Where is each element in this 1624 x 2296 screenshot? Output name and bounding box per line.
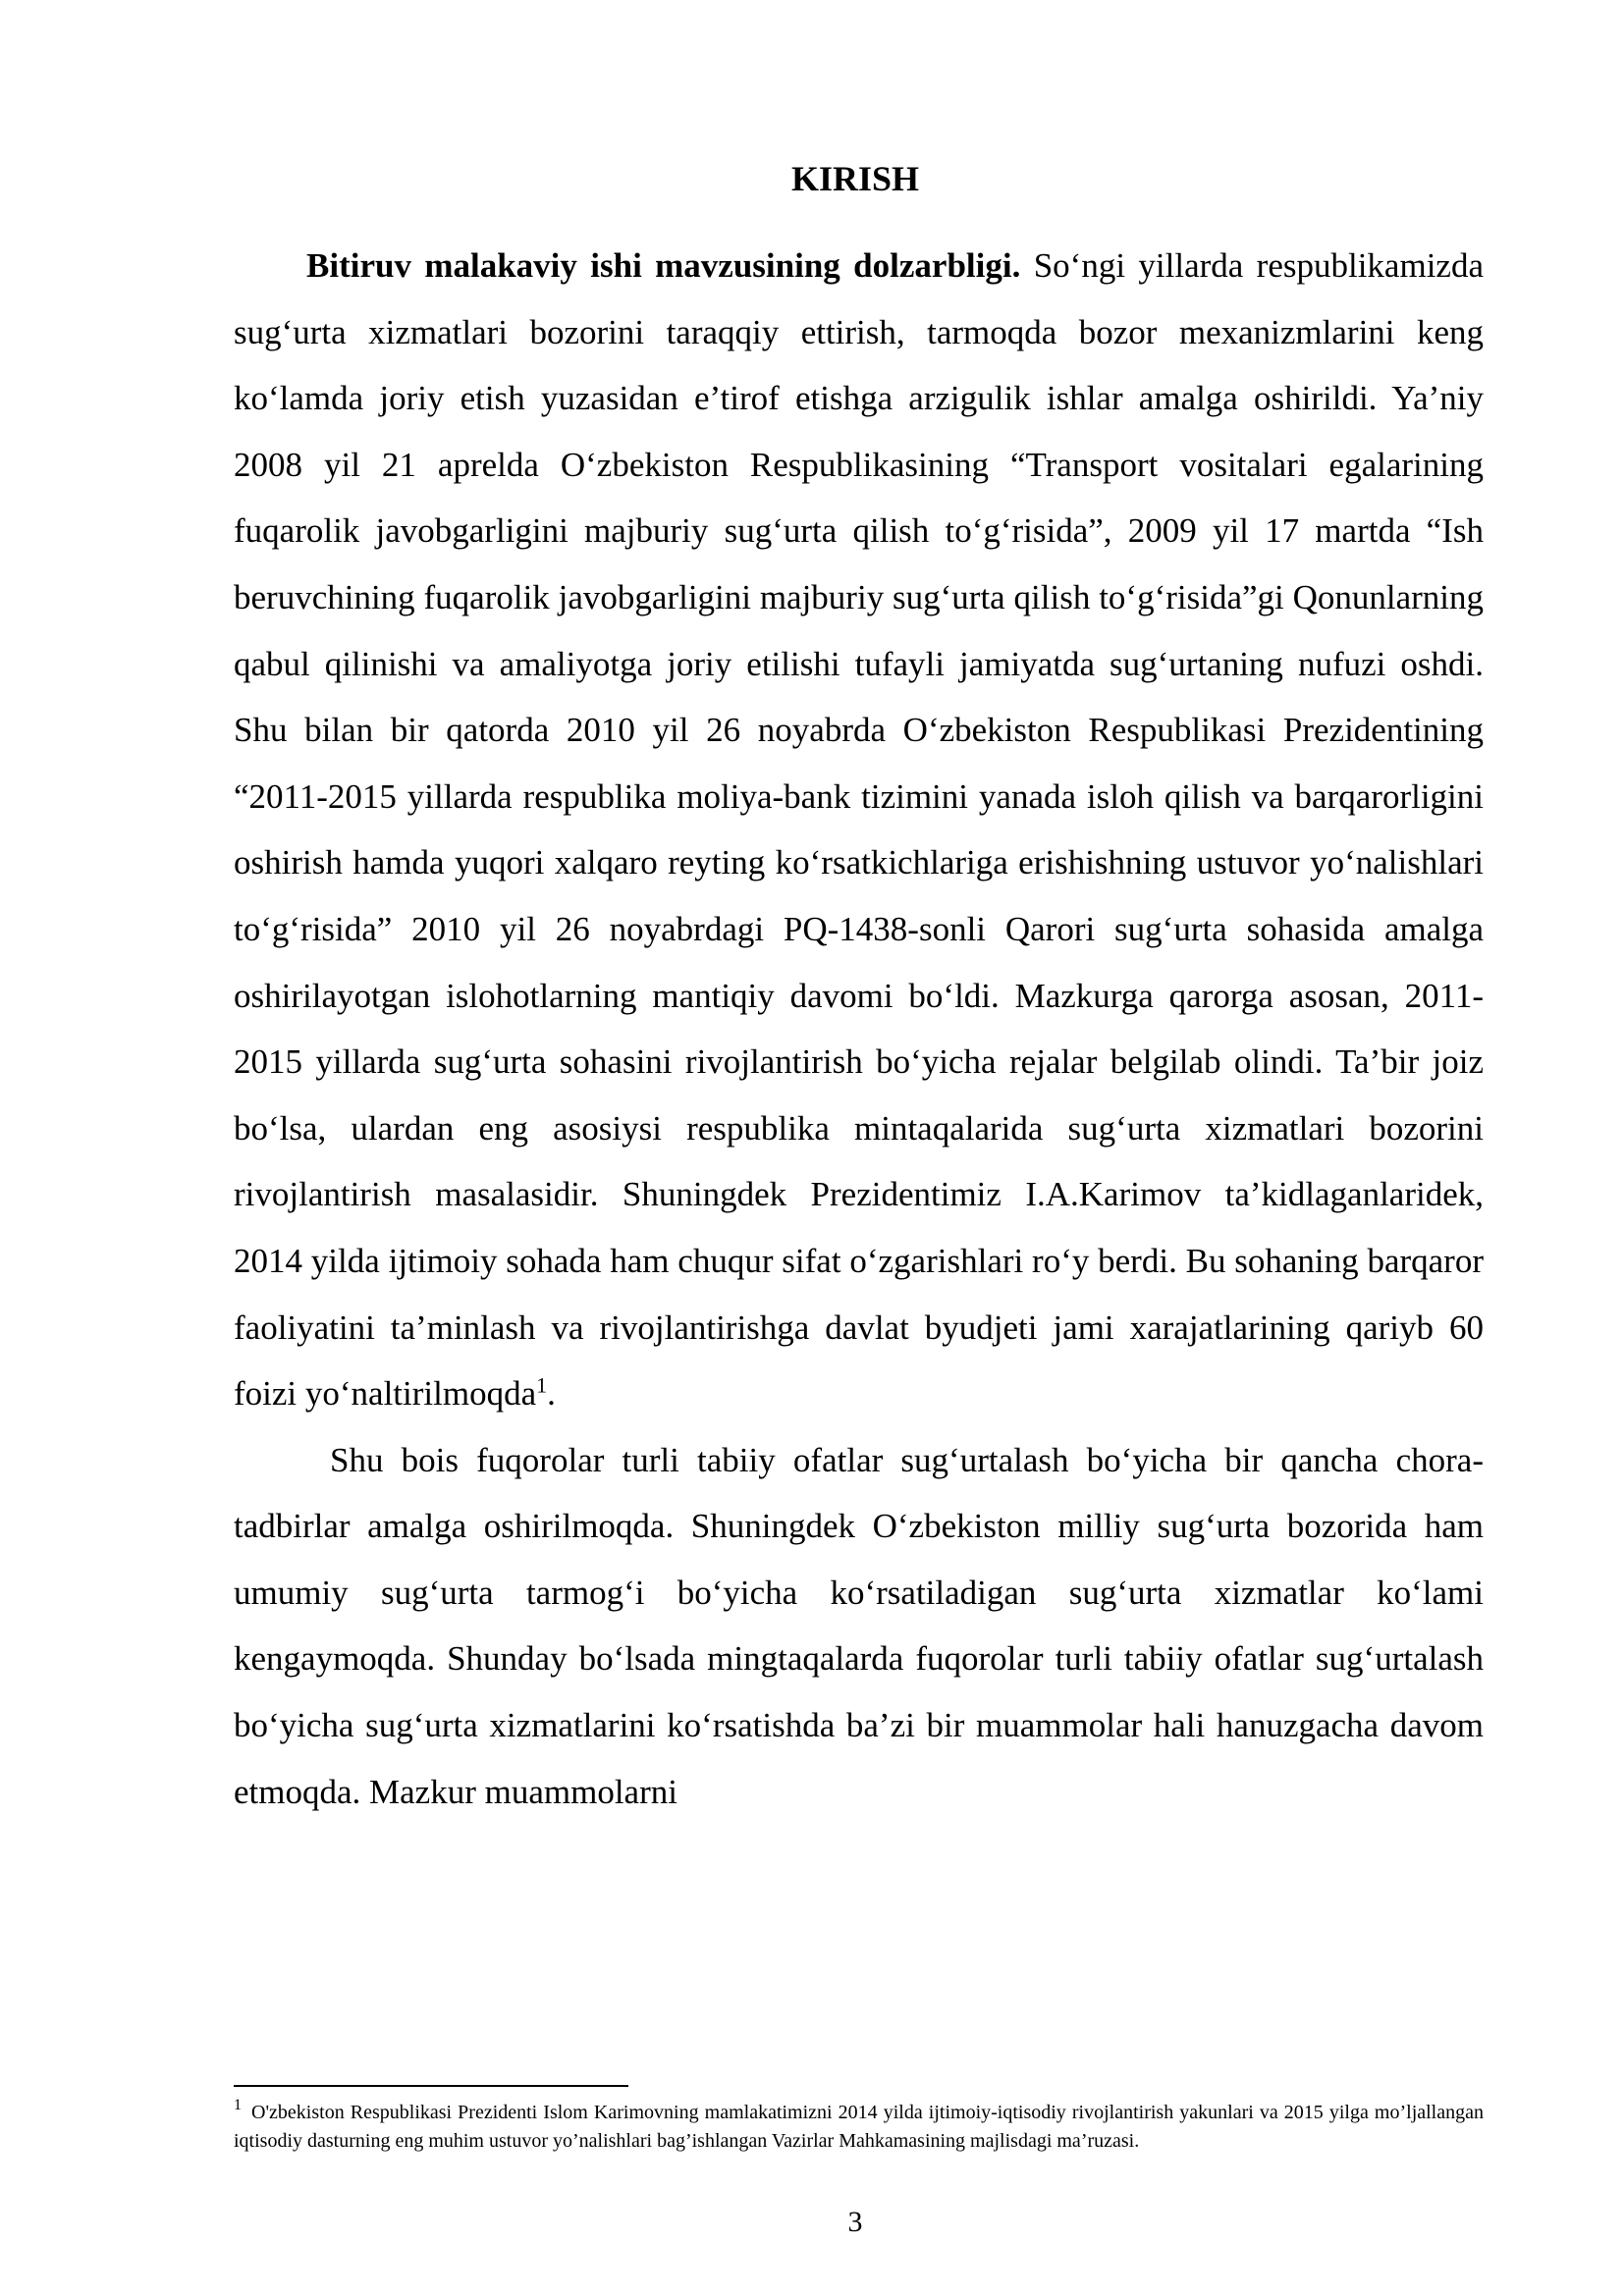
footnote [234, 2099, 1484, 2156]
footnote-text: O'zbekiston Respublikasi Prezidenti Islom Karimovning mamlakatimizni 2014 yilda ijtimoiy-iqtisodiy rivojlantirish yakunlari va 2015 yilga mo’ljallangan iqtisodiy dasturning eng muhim ustuvor yo’nalishlari bag’ishlangan Vazirlar Mahkamasining majlisdagi ma’ruzasi. [234, 2102, 1484, 2152]
body-text [234, 233, 1484, 1825]
paragraph-lead: Bitiruv malakaviy ishi mavzusining dolzarbligi. [306, 246, 1021, 285]
footnote-mark: 1 [234, 2097, 242, 2113]
page-number: 3 [847, 2206, 863, 2238]
footnote-separator [234, 2085, 628, 2087]
paragraph-text: So‘ngi yillarda respublikamizda sug‘urta xizmatlari bozorini taraqqiy ettirish, tarmoqda bozor mexanizmlarini keng ko‘lamda joriy etish yuzasidan e’tirof etishga arzigulik ishlar amalga oshirildi. Ya’niy 2008 yil 21 aprelda O‘zbekiston Respublikasining “Transport vositalari egalarining fuqarolik javobgarligini majburiy sug‘urta qilish to‘g‘risida”, 2009 yil 17 martda “Ish beruvchining fuqarolik javobgarligini majburiy sug‘urta qilish to‘g‘risida”gi Qonunlarning qabul qilinishi va amaliyotga joriy etilishi tufayli jamiyatda sug‘urtaning nufuzi oshdi. Shu bilan bir qatorda 2010 yil 26 noyabrda O‘zbekiston Respublikasi Prezidentining “2011-2015 yillarda respublika moliya-bank tizimini yanada isloh qilish va barqarorligini oshirish hamda yuqori xalqaro reyting ko‘rsatkichlariga erishishning ustuvor yo‘nalishlari to‘g‘risida” 2010 yil 26 noyabrdagi PQ-1438-sonli Qarori sug‘urta sohasida amalga oshirilayotgan islohotlarning mantiqiy davomi bo‘ldi. Mazkurga qarorga asosan, 2011-2015 yillarda sug‘urta sohasini rivojlantirish bo‘yicha rejalar belgilab olindi. Ta’bir joiz bo‘lsa, ulardan eng asosiysi respublika mintaqalarida sug‘urta xizmatlari bozorini rivojlantirish masalasidir. Shuningdek Prezidentimiz I.A.Karimov ta’kidlaganlaridek, 2014 yilda ijtimoiy sohada ham chuqur sifat o‘zgarishlari ro‘y berdi. Bu sohaning barqaror faoliyatini ta’minlash va rivojlantirishga davlat byudjeti jami xarajatlarining qariyb 60 foizi yo‘naltirilmoqda [234, 246, 1484, 1414]
section-title: KIRISH [790, 159, 920, 198]
paragraph-relevance [234, 233, 1484, 1427]
paragraph-end: . [547, 1374, 556, 1414]
footnote-reference[interactable]: 1 [536, 1372, 548, 1398]
paragraph-measures: Shu bois fuqorolar turli tabiiy ofatlar sug‘urtalash bo‘yicha bir qancha chora-tadbirlar amalga oshirilmoqda. Shuningdek O‘zbekiston milliy sug‘urta bozorida ham umumiy sug‘urta tarmog‘i bo‘yicha ko‘rsatiladigan sug‘urta xizmatlar ko‘lami kengaymoqda. Shunday bo‘lsada mingtaqalarda fuqorolar turli tabiiy ofatlar sug‘urtalash bo‘yicha sug‘urta xizmatlarini ko‘rsatishda ba’zi bir muammolar hali hanuzgacha davom etmoqda. Mazkur muammolarni [234, 1440, 1484, 1811]
